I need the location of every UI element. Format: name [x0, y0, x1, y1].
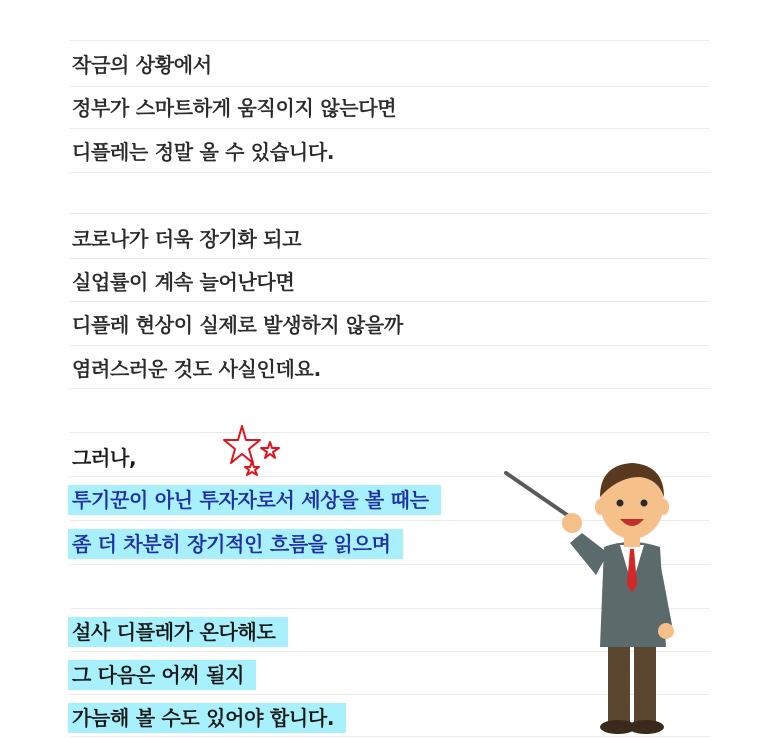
teacher-with-pointer-icon [500, 425, 700, 738]
highlighted-line [72, 617, 288, 647]
highlighted-line [72, 703, 346, 733]
highlighted-line [72, 485, 441, 515]
paragraph-line: 그러나, [72, 446, 137, 470]
divider [70, 86, 710, 87]
highlight-mark: 투기꾼이 아닌 투자자로서 세상을 볼 때는 [68, 485, 441, 515]
paragraph-line: 디플레는 정말 올 수 있습니다. [72, 140, 335, 164]
divider [70, 172, 710, 173]
highlight-mark: 가늠해 볼 수도 있어야 합니다. [68, 703, 346, 733]
highlight-mark: 설사 디플레가 온다해도 [68, 617, 288, 647]
highlighted-line [72, 660, 256, 690]
paragraph-line: 작금의 상황에서 [72, 53, 212, 77]
red-stars-icon [222, 424, 284, 480]
paragraph-line: 코로나가 더욱 장기화 되고 [72, 227, 302, 251]
paragraph-line: 염려스러운 것도 사실인데요. [72, 357, 321, 381]
highlight-mark: 그 다음은 어찌 될지 [68, 660, 256, 690]
highlighted-line [72, 529, 403, 559]
divider [70, 301, 710, 302]
divider [70, 40, 710, 41]
divider [70, 258, 710, 259]
highlight-mark: 좀 더 차분히 장기적인 흐름을 읽으며 [68, 529, 403, 559]
paragraph-line: 실업률이 계속 늘어난다면 [72, 270, 295, 294]
divider [70, 128, 710, 129]
paragraph-line: 정부가 스마트하게 움직이지 않는다면 [72, 96, 397, 120]
divider [70, 388, 710, 389]
divider [70, 213, 710, 214]
divider [70, 345, 710, 346]
paragraph-line: 디플레 현상이 실제로 발생하지 않을까 [72, 313, 403, 337]
